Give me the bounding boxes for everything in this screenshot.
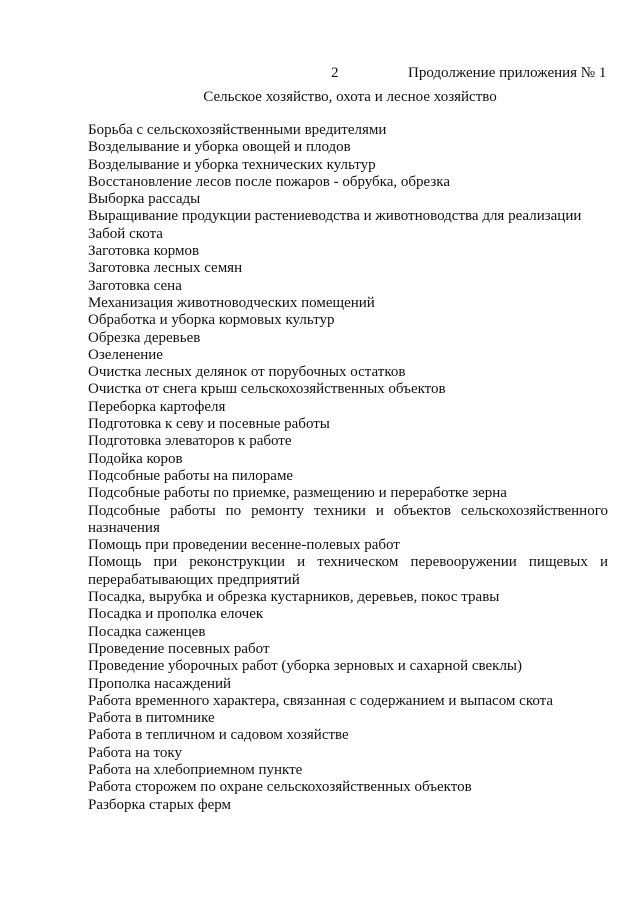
appendix-label: Продолжение приложения № 1 <box>408 65 607 81</box>
list-item: Подсобные работы на пилораме <box>88 467 294 484</box>
list-item: Восстановление лесов после пожаров - обрубка, обрезка <box>88 173 451 190</box>
section-title: Сельское хозяйство, охота и лесное хозяйство <box>203 89 497 105</box>
list-item: Подсобные работы по ремонту техники и объектов сельскохозяйственного назначения <box>88 502 608 536</box>
list-item: Работа на хлебоприемном пункте <box>88 761 303 778</box>
list-item: Проведение уборочных работ (уборка зерновых и сахарной свеклы) <box>88 658 522 675</box>
list-item: Очистка от снега крыш сельскохозяйственных объектов <box>88 381 446 398</box>
list-item: Разборка старых ферм <box>88 796 232 813</box>
list-item: Механизация животноводческих помещений <box>88 294 375 311</box>
list-item: Выращивание продукции растениеводства и животноводства для реализации <box>88 208 582 225</box>
list-item: Выборка рассады <box>88 191 201 208</box>
list-item: Посадка, вырубка и обрезка кустарников, деревьев, покос травы <box>88 589 500 606</box>
list-item: Обработка и уборка кормовых культур <box>88 312 335 329</box>
list-item: Подсобные работы по приемке, размещению и переработке зерна <box>88 485 507 502</box>
list-item: Озеленение <box>88 346 163 363</box>
list-item: Подготовка элеваторов к работе <box>88 433 292 450</box>
list-item: Возделывание и уборка овощей и плодов <box>88 139 351 156</box>
list-item: Заготовка сена <box>88 277 182 294</box>
list-item: Очистка лесных делянок от порубочных остатков <box>88 364 406 381</box>
list-item: Помощь при проведении весенне-полевых работ <box>88 537 400 554</box>
list-item: Забой скота <box>88 225 163 242</box>
list-item: Заготовка лесных семян <box>88 260 243 277</box>
list-item: Возделывание и уборка технических культур <box>88 156 376 173</box>
list-item: Работа сторожем по охране сельскохозяйственных объектов <box>88 779 472 796</box>
activity-list <box>88 122 608 814</box>
list-item: Проведение посевных работ <box>88 640 270 657</box>
list-item: Посадка саженцев <box>88 623 206 640</box>
list-item: Работа временного характера, связанная с содержанием и выпасом скота <box>88 692 554 709</box>
list-item: Обрезка деревьев <box>88 329 201 346</box>
list-item: Работа в питомнике <box>88 710 215 727</box>
list-item: Борьба с сельскохозяйственными вредителями <box>88 122 387 138</box>
list-item: Переборка картофеля <box>88 398 226 415</box>
list-item: Подойка коров <box>88 450 183 467</box>
list-item: Подготовка к севу и посевные работы <box>88 416 330 433</box>
list-item: Работа на току <box>88 744 182 761</box>
page-number: 2 <box>331 65 339 81</box>
list-item: Помощь при реконструкции и техническом перевооружении пищевых и перерабатывающих предприятий <box>88 554 608 588</box>
list-item: Заготовка кормов <box>88 243 200 260</box>
list-item: Посадка и прополка елочек <box>88 606 264 623</box>
list-item: Работа в тепличном и садовом хозяйстве <box>88 727 349 744</box>
list-item: Прополка насаждений <box>88 675 232 692</box>
